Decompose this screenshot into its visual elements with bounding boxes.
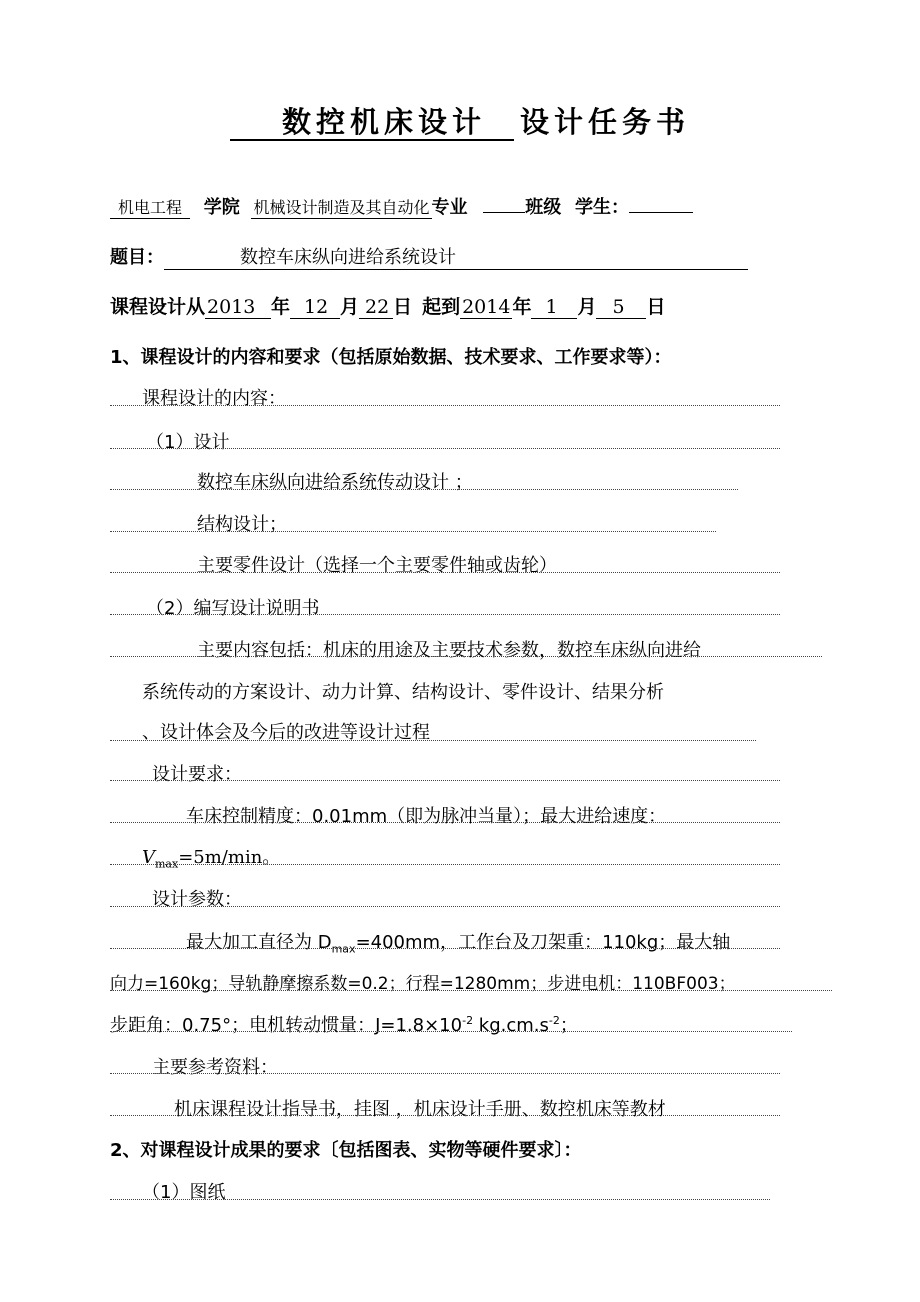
dotted-rule (110, 656, 822, 657)
end-month-char: 月 (577, 296, 597, 318)
major-label: 专业 (431, 197, 468, 218)
end-day-char: 日 (646, 296, 666, 318)
param-line1-a: 最大加工直径为 D (186, 932, 332, 953)
class-blank (483, 212, 525, 213)
dotted-rule (110, 990, 832, 991)
end-month: 1 (531, 296, 577, 319)
section1-heading: 1、课程设计的内容和要求（包括原始数据、技术要求、工作要求等）： (110, 347, 672, 368)
dotted-rule (110, 531, 716, 532)
title-course: 数控机床设计 (230, 105, 514, 141)
ref-line: 机床课程设计指导书，挂图 ，机床设计手册、数控机床等教材 (174, 1099, 666, 1120)
param-label: 设计参数： (152, 889, 242, 910)
req-label: 设计要求： (152, 764, 242, 785)
end-year-char: 年 (512, 296, 532, 318)
end-year: 2014 (462, 296, 511, 318)
student-label: 学生： (574, 197, 629, 218)
item2-line2: 系统传动的方案设计、动力计算、结构设计、零件设计、结果分析 (142, 682, 664, 703)
param-line3-sup1: -2 (462, 1014, 474, 1027)
param-line3-c: ； (559, 1015, 578, 1036)
req-val: =5m/min。 (178, 847, 281, 868)
req-v: V (142, 847, 155, 868)
dates-prefix: 课程设计从 (110, 296, 206, 318)
content-label: 课程设计的内容： (142, 388, 286, 409)
item2-line1: 主要内容包括：机床的用途及主要技术参数，数控车床纵向进给 (197, 640, 701, 661)
section2-item1: （1）图纸 (142, 1182, 226, 1203)
item1-c: 主要零件设计（选择一个主要零件轴或齿轮） (197, 555, 557, 576)
item2-line3: 、设计体会及今后的改进等设计过程 (142, 722, 430, 743)
dotted-rule (110, 448, 780, 449)
item1: （1）设计 (146, 432, 230, 453)
item1-b: 结构设计； (197, 514, 287, 535)
major-value: 机械设计制造及其自动化 (251, 195, 431, 219)
dotted-rule (110, 864, 780, 865)
dotted-rule (110, 405, 780, 406)
end-day: 5 (596, 296, 646, 319)
param-line3 (110, 1011, 578, 1037)
start-year: 2013 (205, 296, 271, 319)
college-value: 机电工程 (110, 195, 190, 219)
class-label: 班级 (525, 197, 562, 218)
item2: （2）编写设计说明书 (146, 598, 320, 619)
year-char: 年 (271, 296, 291, 318)
dotted-rule (110, 740, 756, 741)
req-sub: max (155, 857, 179, 871)
req-line1: 车床控制精度：0.01mm（即为脉冲当量）；最大进给速度： (186, 806, 667, 827)
item1-a: 数控车床纵向进给系统传动设计 ； (197, 472, 473, 493)
dotted-rule (110, 1115, 780, 1116)
start-day: 22 (359, 296, 393, 319)
start-month: 12 (290, 296, 340, 319)
param-line2: 向力=160kg；导轨静摩擦系数=0.2；行程=1280mm；步进电机：110BF003； (110, 974, 736, 994)
section2-heading: 2、对课程设计成果的要求〔包括图表、实物等硬件要求〕： (110, 1140, 582, 1161)
dotted-rule (110, 614, 780, 615)
student-blank (629, 212, 693, 213)
dotted-rule (110, 1199, 770, 1200)
topic-value: 数控车床纵向进给系统设计 (164, 243, 748, 270)
month-char: 月 (340, 296, 360, 318)
param-line1-b: =400mm，工作台及刀架重：110kg；最大轴 (355, 932, 731, 953)
dotted-rule (110, 1031, 792, 1032)
dotted-rule (110, 572, 780, 573)
param-line3-sup2: -2 (548, 1014, 560, 1027)
title-suffix: 设计任务书 (520, 105, 691, 139)
dotted-rule (110, 948, 780, 949)
dotted-rule (110, 906, 780, 907)
page-title (0, 100, 920, 141)
dates-mid: 起到 (422, 296, 461, 318)
info-row (110, 193, 693, 219)
param-line3-b: kg.cm.s (473, 1015, 549, 1036)
topic-label: 题目： (110, 247, 164, 268)
param-line1-sub: max (331, 942, 356, 956)
day-char: 日 (393, 296, 413, 318)
college-label: 学院 (203, 197, 240, 218)
dates-row (110, 292, 665, 319)
dotted-rule (110, 1073, 780, 1074)
param-line1 (186, 928, 730, 956)
req-line2 (142, 843, 280, 871)
dotted-rule (110, 822, 780, 823)
ref-label: 主要参考资料： (152, 1057, 278, 1078)
topic-row (110, 243, 748, 270)
dotted-rule (110, 489, 738, 490)
param-line3-a: 步距角：0.75°；电机转动惯量：J=1.8×10 (110, 1015, 463, 1036)
dotted-rule (110, 780, 780, 781)
